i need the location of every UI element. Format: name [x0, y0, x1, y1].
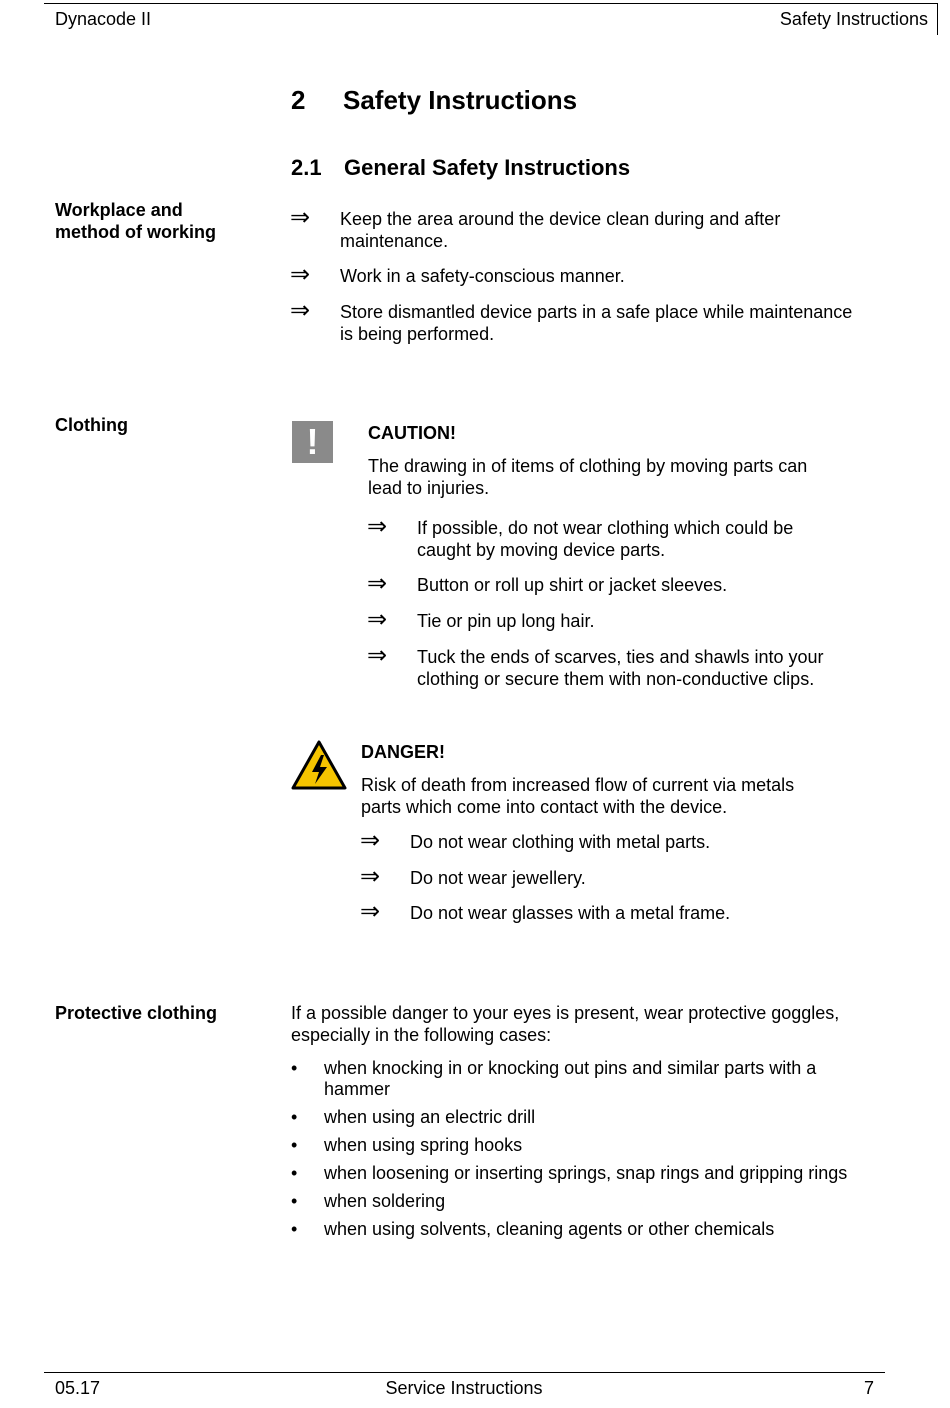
caution-item-1-line2: caught by moving device parts. — [417, 540, 666, 560]
arrow-icon: ⇒ — [360, 827, 381, 854]
caution-text-line1: The drawing in of items of clothing by moving parts can — [368, 456, 808, 476]
caution-item-3: Tie or pin up long hair. — [417, 611, 595, 631]
bullet-icon: • — [291, 1191, 298, 1211]
arrow-icon: ⇒ — [290, 204, 311, 231]
workplace-label-line2: method of working — [55, 222, 216, 242]
high-voltage-warning-icon — [291, 740, 347, 790]
chapter-title: Safety Instructions — [343, 85, 578, 115]
section-title: General Safety Instructions — [344, 155, 631, 180]
danger-item-3: Do not wear glasses with a metal frame. — [410, 903, 731, 923]
danger-text-line1: Risk of death from increased flow of current via metals — [361, 775, 795, 795]
workplace-label-line1: Workplace and — [55, 200, 183, 220]
caution-item-4-line1: Tuck the ends of scarves, ties and shawls into your — [417, 647, 824, 667]
caution-item-2: Button or roll up shirt or jacket sleeves. — [417, 575, 728, 595]
bullet-icon: • — [291, 1107, 298, 1127]
caution-item-4-line2: clothing or secure them with non-conductive clips. — [417, 669, 815, 689]
workplace-item-1-line1: Keep the area around the device clean during and after — [340, 209, 781, 229]
workplace-item-2: Work in a safety-conscious manner. — [340, 266, 625, 286]
caution-item-1-line1: If possible, do not wear clothing which could be — [417, 518, 794, 538]
workplace-item-1-line2: maintenance. — [340, 231, 449, 251]
header-section-title: Safety Instructions — [779, 9, 928, 29]
footer-rule — [44, 1372, 885, 1373]
protective-item-6: when using solvents, cleaning agents or other chemicals — [324, 1219, 775, 1239]
arrow-icon: ⇒ — [367, 642, 388, 669]
arrow-icon: ⇒ — [367, 606, 388, 633]
danger-title: DANGER! — [361, 742, 445, 762]
bullet-icon: • — [291, 1058, 298, 1078]
arrow-icon: ⇒ — [360, 898, 381, 925]
arrow-icon: ⇒ — [367, 513, 388, 540]
protective-item-1-line2: hammer — [324, 1079, 391, 1099]
arrow-icon: ⇒ — [290, 297, 311, 324]
exclamation-icon: ! — [292, 421, 333, 463]
danger-text-line2: parts which come into contact with the device. — [361, 797, 728, 817]
protective-item-1-line1: when knocking in or knocking out pins and similar parts with a — [324, 1058, 817, 1078]
footer-date: 05.17 — [55, 1378, 101, 1398]
bullet-icon: • — [291, 1163, 298, 1183]
workplace-item-3-line2: is being performed. — [340, 324, 495, 344]
arrow-icon: ⇒ — [360, 863, 381, 890]
clothing-label: Clothing — [55, 415, 128, 435]
protective-item-4: when loosening or inserting springs, snap rings and gripping rings — [324, 1163, 848, 1183]
protective-item-3: when using spring hooks — [324, 1135, 523, 1155]
caution-title: CAUTION! — [368, 423, 456, 443]
arrow-icon: ⇒ — [367, 570, 388, 597]
header-doc-title: Dynacode II — [55, 9, 152, 29]
caution-text-line2: lead to injuries. — [368, 478, 490, 498]
protective-intro-line1: If a possible danger to your eyes is present, wear protective goggles, — [291, 1003, 840, 1023]
section-number: 2.1 — [291, 155, 322, 180]
protective-intro-line2: especially in the following cases: — [291, 1025, 552, 1045]
footer-doc-type: Service Instructions — [385, 1378, 543, 1398]
page-number: 7 — [864, 1378, 875, 1398]
bullet-icon: • — [291, 1135, 298, 1155]
header-rule-end — [937, 3, 938, 35]
chapter-number: 2 — [291, 85, 306, 115]
bullet-icon: • — [291, 1219, 298, 1239]
protective-item-5: when soldering — [324, 1191, 446, 1211]
danger-item-1: Do not wear clothing with metal parts. — [410, 832, 711, 852]
danger-item-2: Do not wear jewellery. — [410, 868, 586, 888]
arrow-icon: ⇒ — [290, 261, 311, 288]
workplace-item-3-line1: Store dismantled device parts in a safe place while maintenance — [340, 302, 853, 322]
header-rule — [44, 3, 937, 4]
protective-label: Protective clothing — [55, 1003, 218, 1023]
protective-item-2: when using an electric drill — [324, 1107, 536, 1127]
